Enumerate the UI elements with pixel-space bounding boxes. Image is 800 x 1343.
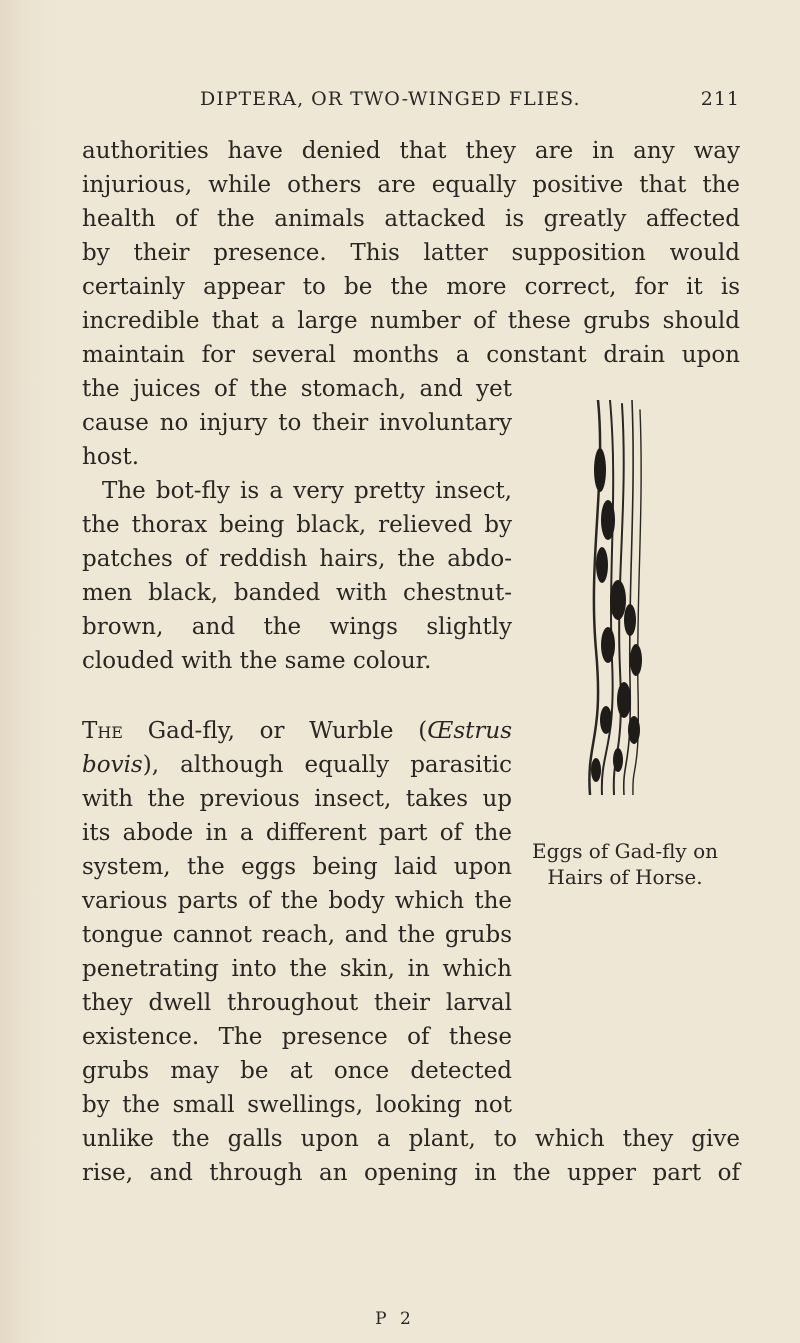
caption-line: Eggs of Gad-fly on: [531, 839, 718, 863]
text-line: system, the eggs being laid upon: [82, 854, 512, 880]
lead-word: The: [82, 718, 123, 744]
text-line: by their presence. This latter supposition would: [82, 240, 740, 266]
text-line: patches of reddish hairs, the abdo-: [82, 546, 512, 572]
running-head-title: DIPTERA, OR TWO-WINGED FLIES.: [200, 88, 581, 110]
text-line: host.: [82, 444, 140, 470]
text-line: maintain for several months a constant drain upon: [82, 342, 740, 368]
horse-hair-eggs-illustration: [578, 400, 668, 795]
text-line: tongue cannot reach, and the grubs: [82, 922, 512, 948]
text-line: the thorax being black, relieved by: [82, 512, 512, 538]
text-line: grubs may be at once detected: [82, 1058, 512, 1084]
text-line: the juices of the stomach, and yet: [82, 376, 512, 402]
text-run: Gad-fly, or Wurble (: [122, 718, 428, 744]
text-line: with the previous insect, takes up: [82, 786, 512, 812]
book-binding-shadow: [0, 0, 60, 1343]
text-line: by the small swellings, looking not: [82, 1092, 512, 1118]
text-line: existence. The presence of these: [82, 1024, 512, 1050]
text-line: [82, 750, 512, 780]
text-line: brown, and the wings slightly: [82, 614, 512, 640]
text-line: men black, banded with chestnut-: [82, 580, 512, 606]
text-line: [82, 716, 512, 746]
signature-mark: P 2: [375, 1309, 415, 1329]
text-line: unlike the galls upon a plant, to which they give: [82, 1126, 740, 1152]
text-line: injurious, while others are equally positive that the: [82, 172, 740, 198]
text-line: The bot-fly is a very pretty insect,: [102, 478, 512, 504]
text-line: various parts of the body which the: [82, 888, 512, 914]
italic-run: Œstrus: [427, 718, 512, 744]
text-line: its abode in a different part of the: [82, 820, 512, 846]
text-run: ), although equally parasitic: [142, 752, 512, 778]
text-line: clouded with the same colour.: [82, 648, 432, 674]
text-line: cause no injury to their involuntary: [82, 410, 512, 436]
text-line: they dwell throughout their larval: [82, 990, 512, 1016]
text-line: incredible that a large number of these grubs should: [82, 308, 740, 334]
figure-caption: [510, 838, 740, 890]
text-line: certainly appear to be the more correct, for it is: [82, 274, 740, 300]
text-line: authorities have denied that they are in any way: [82, 138, 740, 164]
page-number: 211: [700, 88, 740, 110]
italic-run: bovis: [82, 752, 143, 778]
text-line: rise, and through an opening in the upper part of: [82, 1160, 740, 1186]
text-line: health of the animals attacked is greatly affected: [82, 206, 740, 232]
text-line: penetrating into the skin, in which: [82, 956, 512, 982]
caption-line: Hairs of Horse.: [547, 865, 703, 889]
